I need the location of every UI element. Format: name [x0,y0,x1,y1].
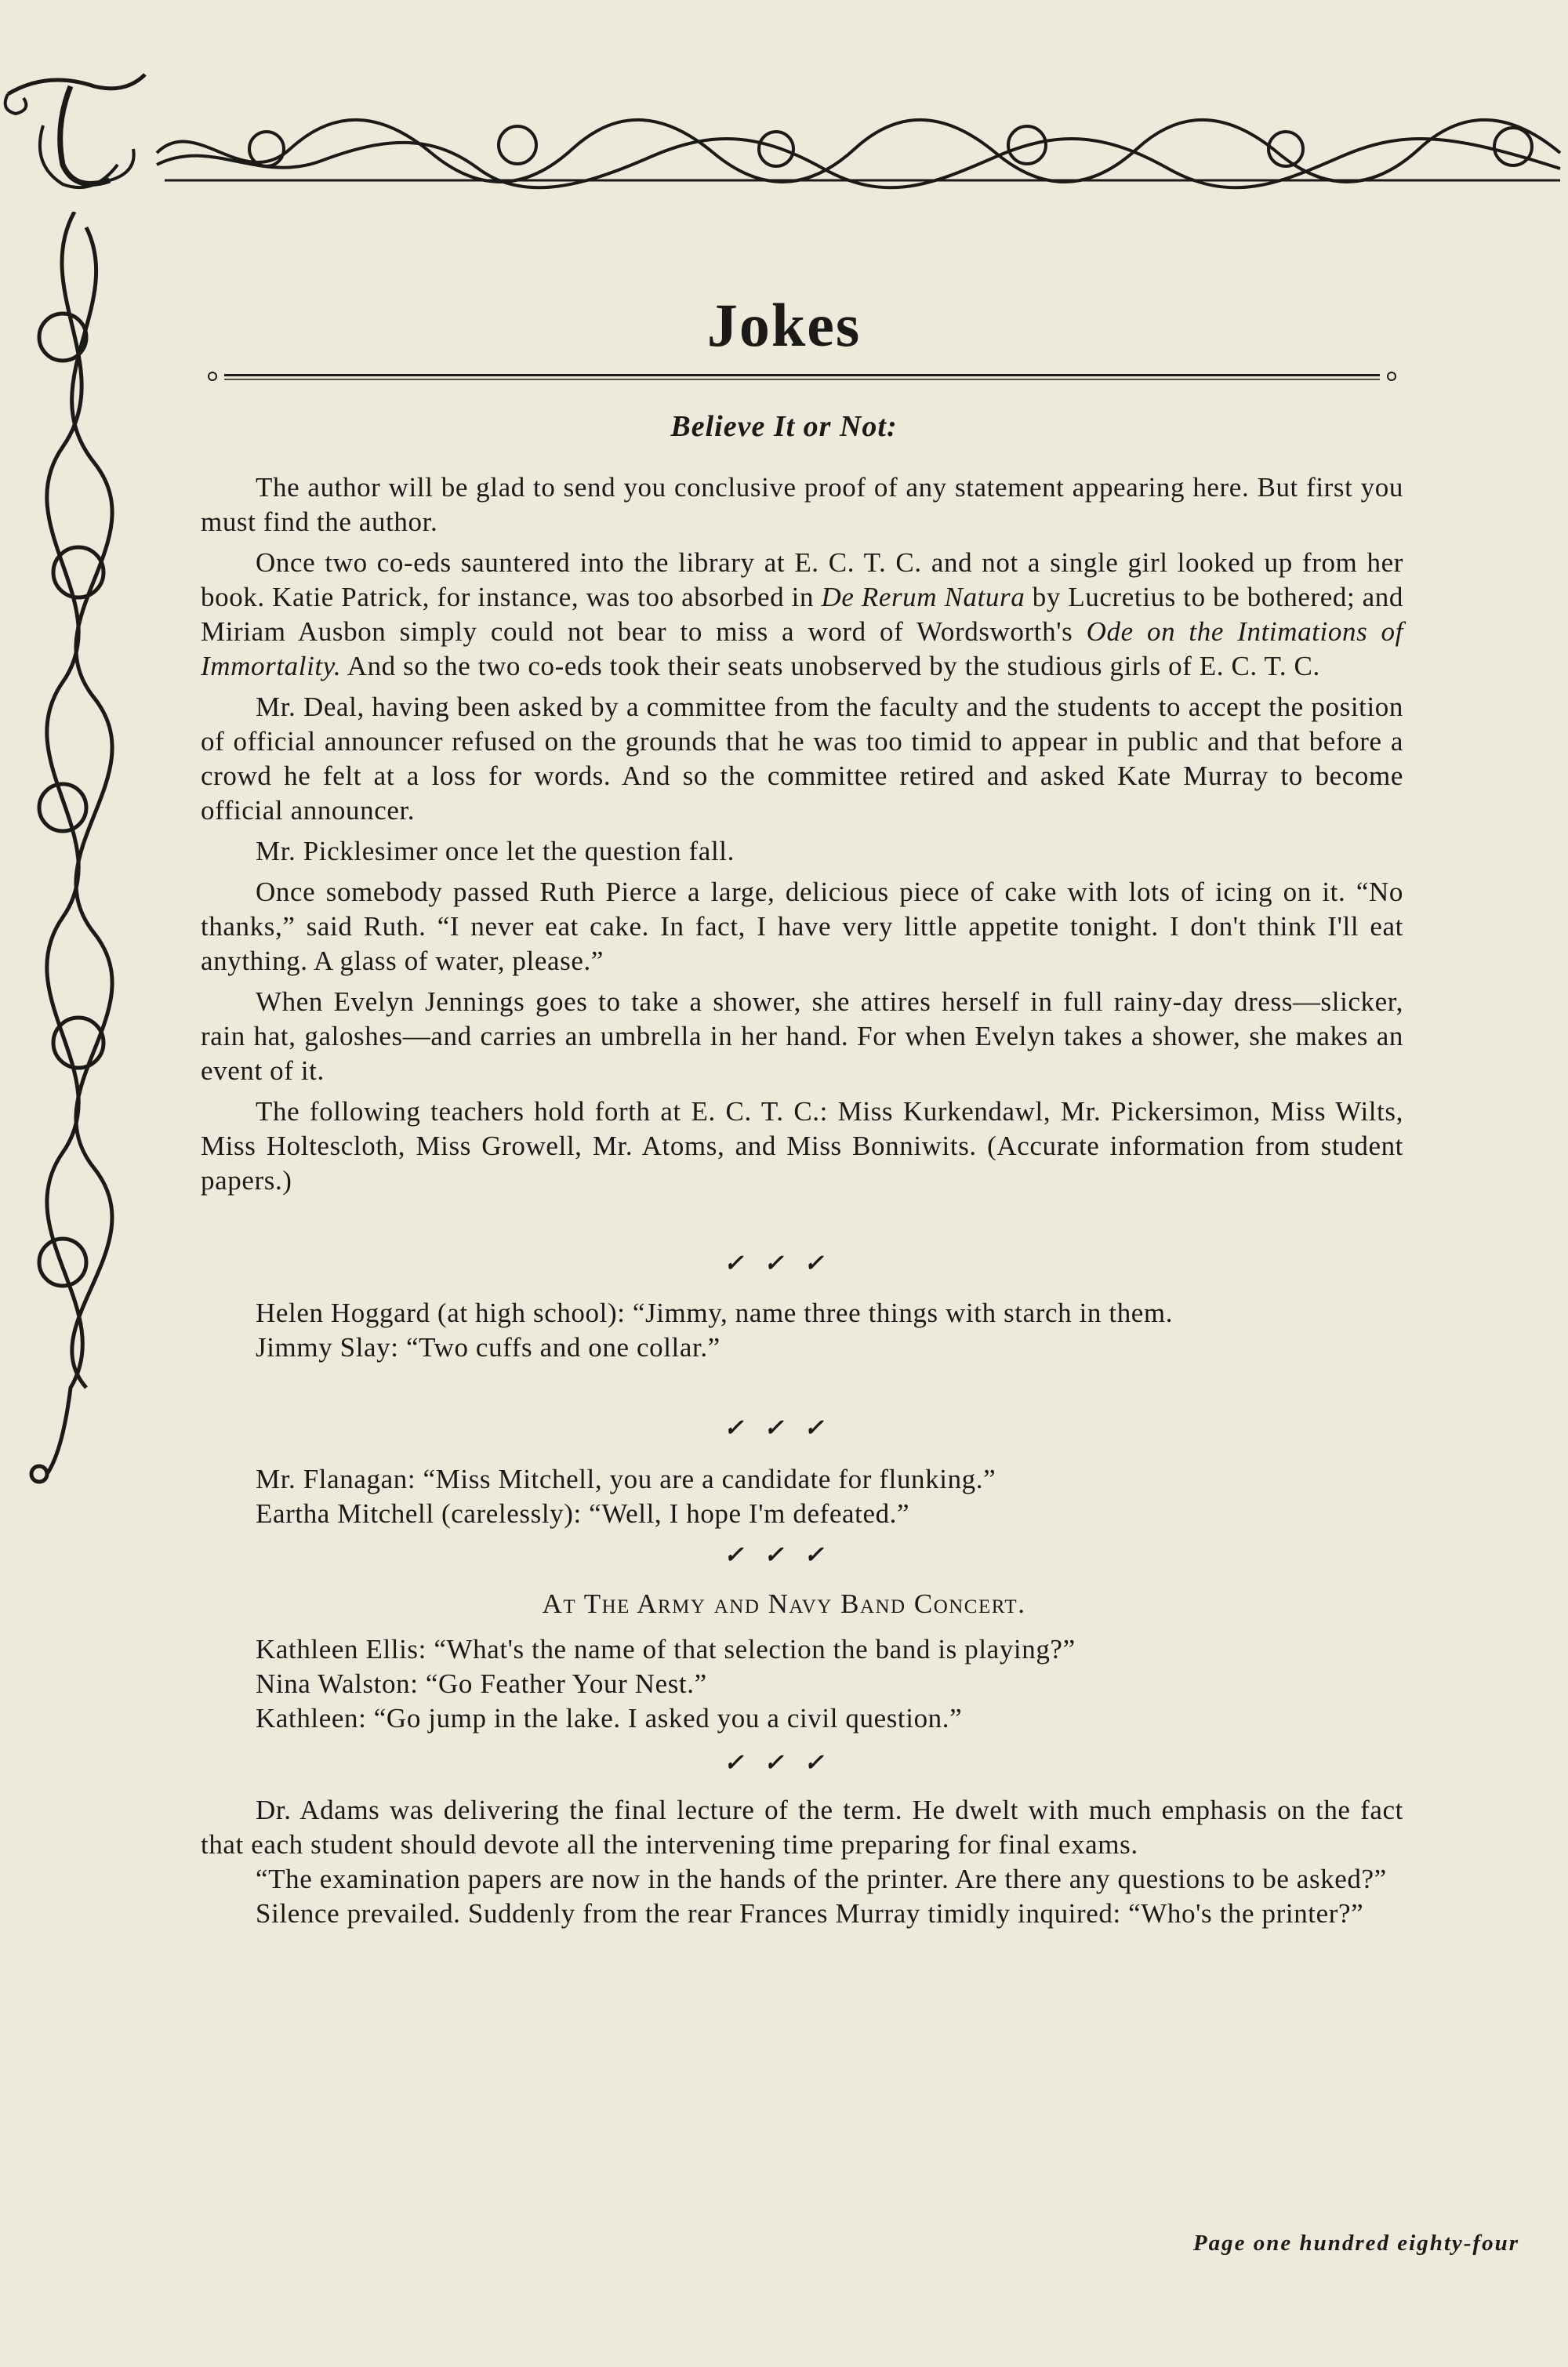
poem-title: Ode on the Intimations of Immortality. [201,616,1403,681]
text: Once two co-eds sauntered into the library at E. C. T. C. and not a single girl looked up from her book. Katie Patrick, for instance, was too absorbed in [201,547,1403,612]
dialogue-line: Helen Hoggard (at high school): “Jimmy, name three things with starch in them. [256,1298,1174,1328]
paragraph: Dr. Adams was delivering the final lecture of the term. He dwelt with much emphasis on the fact that each student should devote all the intervening time preparing for final exams. [201,1795,1403,1860]
paragraph [201,546,1403,684]
paragraph: Mr. Picklesimer once let the question fall. [256,836,735,866]
paragraph: Mr. Deal, having been asked by a committee from the faculty and the students to accept the position of official announcer refused on the grounds that he was too timid to appear in public and that before a crowd he felt at a loss for words. And so the committee retired and asked Kate Murray to become official announcer. [201,692,1403,826]
decorative-vine-border [16,212,133,1490]
dialogue-line: Kathleen: “Go jump in the lake. I asked you a civil question.” [256,1703,963,1734]
dialogue-line: Eartha Mitchell (carelessly): “Well, I hope I'm defeated.” [256,1498,910,1529]
jokes-section-1 [201,470,1403,1204]
jokes-section-4 [201,1632,1403,1736]
jokes-section-3 [201,1462,1403,1531]
separator-marks: ✓✓✓ [724,1251,844,1276]
paragraph: Silence prevailed. Suddenly from the rear Frances Murray timidly inquired: “Who's the printer?” [256,1898,1364,1929]
paragraph: The following teachers hold forth at E. C. T. C.: Miss Kurkendawl, Mr. Pickersimon, Miss Wilts, Miss Holtescloth, Miss Growell, Mr. Atoms, and Miss Bonniwits. (Accurate information from student papers.) [201,1096,1403,1196]
paragraph: Once somebody passed Ruth Pierce a large, delicious piece of cake with lots of icing on it. “No thanks,” said Ruth. “I never eat cake. In fact, I have very little appetite tonight. I don't think I'll eat anything. A glass of water, please.” [201,877,1403,976]
separator-marks: ✓✓✓ [724,1750,844,1776]
ornamental-initial-t [0,63,149,196]
concert-heading: At The Army and Navy Band Concert. [542,1588,1026,1619]
page-number: Page one hundred eighty-four [1192,2231,1519,2256]
title-divider-rule [201,372,1403,383]
jokes-section-2 [201,1296,1403,1365]
text: And so the two co-eds took their seats unobserved by the studious girls of E. C. T. C. [347,651,1320,681]
dialogue-line: Jimmy Slay: “Two cuffs and one collar.” [256,1332,720,1363]
dialogue-line: Nina Walston: “Go Feather Your Nest.” [256,1668,707,1699]
paragraph: “The examination papers are now in the hands of the printer. Are there any questions to be asked?” [256,1864,1387,1894]
section-subtitle: Believe It or Not: [670,410,898,443]
page-title: Jokes [706,291,862,359]
text: by Lucretius to be bothered; and Miriam Ausbon simply could not bear to miss a word of Wordsworth's [201,582,1403,647]
dialogue-line: Mr. Flanagan: “Miss Mitchell, you are a candidate for flunking.” [256,1464,996,1494]
decorative-scroll-border [149,106,1568,196]
jokes-section-5 [201,1793,1403,1931]
dialogue-line: Kathleen Ellis: “What's the name of that selection the band is playing?” [256,1634,1076,1665]
book-title: De Rerum Natura [821,582,1025,612]
separator-marks: ✓✓✓ [724,1415,844,1441]
paragraph: The author will be glad to send you conclusive proof of any statement appearing here. But first you must find the author. [201,472,1403,537]
paragraph: When Evelyn Jennings goes to take a shower, she attires herself in full rainy-day dress—slicker, rain hat, galoshes—and carries an umbrella in her hand. For when Evelyn takes a shower, she makes an event of it. [201,986,1403,1086]
separator-marks: ✓✓✓ [724,1542,844,1568]
